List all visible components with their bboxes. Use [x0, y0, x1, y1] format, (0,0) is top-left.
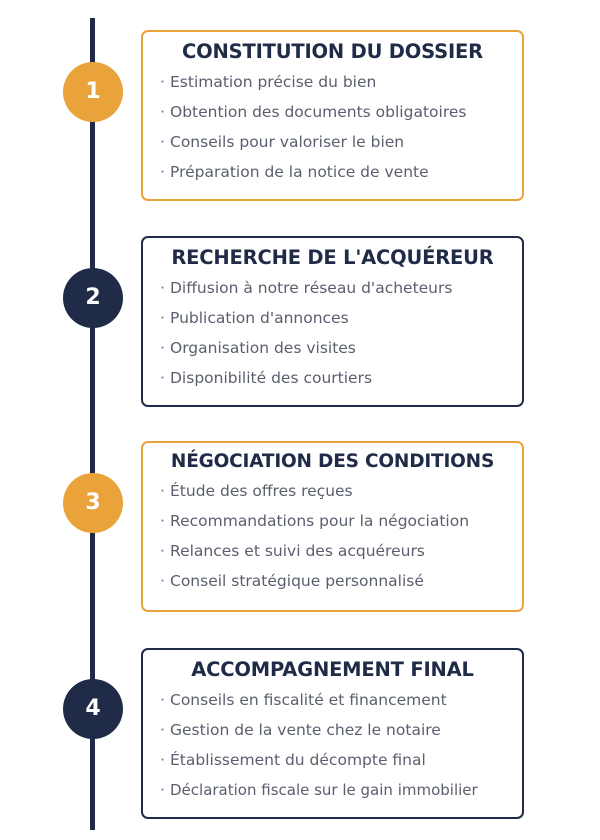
bullet-icon: ·	[160, 339, 165, 357]
list-item	[160, 157, 522, 187]
list-item-text: Diffusion à notre réseau d'acheteurs	[170, 279, 453, 297]
bullet-icon: ·	[160, 781, 165, 799]
bullet-icon: ·	[160, 309, 165, 327]
step-item-list	[143, 476, 522, 596]
step-title: NÉGOCIATION DES CONDITIONS	[170, 451, 495, 472]
list-item-text: Obtention des documents obligatoires	[170, 103, 467, 121]
step-title: RECHERCHE DE L'ACQUÉREUR	[171, 246, 494, 269]
bullet-icon: ·	[160, 103, 165, 121]
step-card	[141, 441, 524, 612]
bullet-icon: ·	[160, 133, 165, 151]
list-item-text: Déclaration fiscale sur le gain immobilier	[170, 781, 478, 799]
list-item-text: Conseils pour valoriser le bien	[170, 133, 405, 151]
list-item-text: Conseils en fiscalité et financement	[170, 691, 447, 709]
step-title: CONSTITUTION DU DOSSIER	[182, 40, 483, 63]
list-item	[160, 745, 522, 775]
list-item-text: Organisation des visites	[170, 339, 356, 357]
bullet-icon: ·	[160, 512, 165, 530]
list-item	[160, 566, 522, 596]
bullet-icon: ·	[160, 751, 165, 769]
step-number-badge: 2	[63, 268, 123, 328]
bullet-icon: ·	[160, 279, 165, 297]
list-item-text: Conseil stratégique personnalisé	[170, 572, 424, 590]
list-item	[160, 303, 522, 333]
step-number-badge: 4	[63, 679, 123, 739]
list-item	[160, 536, 522, 566]
bullet-icon: ·	[160, 163, 165, 181]
list-item	[160, 685, 522, 715]
step-number-badge: 1	[63, 62, 123, 122]
step-item-list	[143, 273, 522, 393]
list-item	[160, 363, 522, 393]
step-card	[141, 236, 524, 407]
list-item	[160, 273, 522, 303]
list-item	[160, 476, 522, 506]
bullet-icon: ·	[160, 721, 165, 739]
bullet-icon: ·	[160, 572, 165, 590]
list-item-text: Préparation de la notice de vente	[170, 163, 429, 181]
list-item-text: Recommandations pour la négociation	[170, 512, 470, 530]
bullet-icon: ·	[160, 369, 165, 387]
step-item-list	[143, 67, 522, 187]
step-title: ACCOMPAGNEMENT FINAL	[191, 658, 474, 681]
list-item	[160, 715, 522, 745]
list-item-text: Établissement du décompte final	[170, 751, 426, 769]
list-item	[160, 97, 522, 127]
step-item-list	[143, 685, 522, 805]
list-item-text: Disponibilité des courtiers	[170, 369, 373, 387]
list-item-text: Publication d'annonces	[170, 309, 349, 327]
list-item-text: Estimation précise du bien	[170, 73, 377, 91]
bullet-icon: ·	[160, 542, 165, 560]
list-item	[160, 333, 522, 363]
step-card	[141, 648, 524, 819]
step-card	[141, 30, 524, 201]
step-number-badge: 3	[63, 473, 123, 533]
bullet-icon: ·	[160, 691, 165, 709]
list-item-text: Relances et suivi des acquéreurs	[170, 542, 425, 560]
list-item	[160, 506, 522, 536]
bullet-icon: ·	[160, 482, 165, 500]
bullet-icon: ·	[160, 73, 165, 91]
list-item	[160, 775, 522, 805]
list-item	[160, 127, 522, 157]
list-item	[160, 67, 522, 97]
list-item-text: Gestion de la vente chez le notaire	[170, 721, 441, 739]
list-item-text: Étude des offres reçues	[170, 482, 353, 500]
